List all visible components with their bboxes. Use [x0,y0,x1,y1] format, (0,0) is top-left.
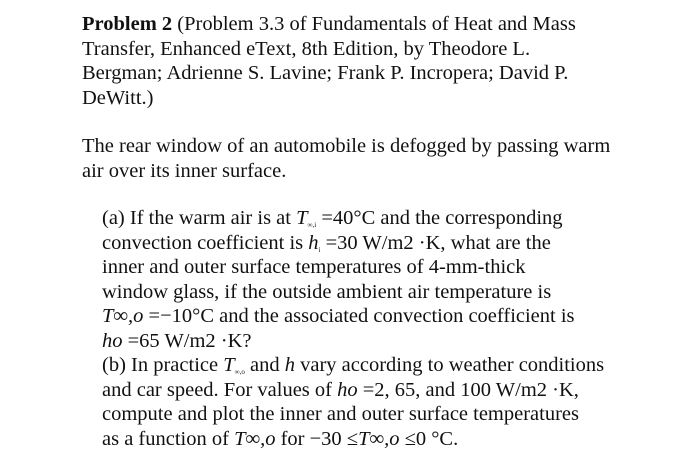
part-b-text: vary according to weather conditions [295,354,605,376]
part-b-text: =2, 65, and 100 W/m2 ·K, [357,378,579,401]
part-a [102,206,622,353]
symbol-T: T [223,354,235,376]
part-b-line-1 [102,353,622,378]
part-a-text: convection coefficient is [102,231,309,254]
problem-header-line-1 [82,12,617,37]
part-b-line-3: compute and plot the inner and outer surface temperatures [102,403,580,425]
subscript-i: i [318,245,321,254]
part-b-text: for −30 ≤ [275,427,359,450]
problem-source: (Problem 3.3 of Fundamentals of Heat and Mass [172,13,576,35]
part-a-line-1 [102,206,622,231]
part-a-line-4: window glass, if the outside ambient air temperature is [102,280,552,303]
part-a-label: (a) [102,207,125,229]
symbol-ho: ho [102,329,123,352]
part-a-text: If the warm air is at [124,207,297,229]
part-b-line-4 [102,427,622,452]
symbol-h: h [308,231,319,254]
problem-source-line-2: Transfer, Enhanced eText, 8th Edition, by Theodore L. [82,37,531,60]
part-a-text: =40°C and the corresponding [316,207,563,229]
subscript-inf-o: ∞,o [234,368,245,376]
part-b-text: as a function of [102,427,235,450]
part-a-text: =30 W/m2 ·K, what are the [320,231,551,254]
part-a-text: =65 W/m2 ·K? [122,329,252,352]
part-a-line-5 [102,304,622,329]
part-a-line-3: inner and outer surface temperatures of 4-mm-thick [102,256,526,278]
part-a-line-6 [102,329,622,354]
problem-parts [102,206,622,451]
part-b-line-2 [102,378,622,403]
part-a-text: =−10°C and the associated convection coefficient is [143,305,575,327]
symbol-h: h [284,354,295,376]
part-a-line-2 [102,231,622,256]
part-b-text: In practice [125,354,224,376]
part-b-text: ≤0 °C. [399,427,459,450]
symbol-T-inf-o: T∞,o [234,427,276,450]
subscript-inf-i: ∞,i [307,221,317,229]
symbol-T-inf-o: T∞,o [102,305,144,327]
part-b [102,353,622,451]
problem-label: Problem 2 [82,13,173,35]
part-b-label: (b) [102,354,126,376]
problem-header [82,12,617,110]
problem-statement [82,134,617,183]
part-b-text: and [244,354,285,376]
statement-line-1: The rear window of an automobile is defogged by passing warm [82,135,611,157]
problem-source-line-4: DeWitt.) [82,86,154,109]
symbol-ho: ho [337,378,358,401]
problem-source-line-3: Bergman; Adrienne S. Lavine; Frank P. Incropera; David P. [82,62,569,84]
statement-line-2: air over its inner surface. [82,159,287,182]
part-b-text: and car speed. For values of [102,378,338,401]
symbol-T: T [296,207,308,229]
symbol-T-inf-o: T∞,o [358,427,400,450]
